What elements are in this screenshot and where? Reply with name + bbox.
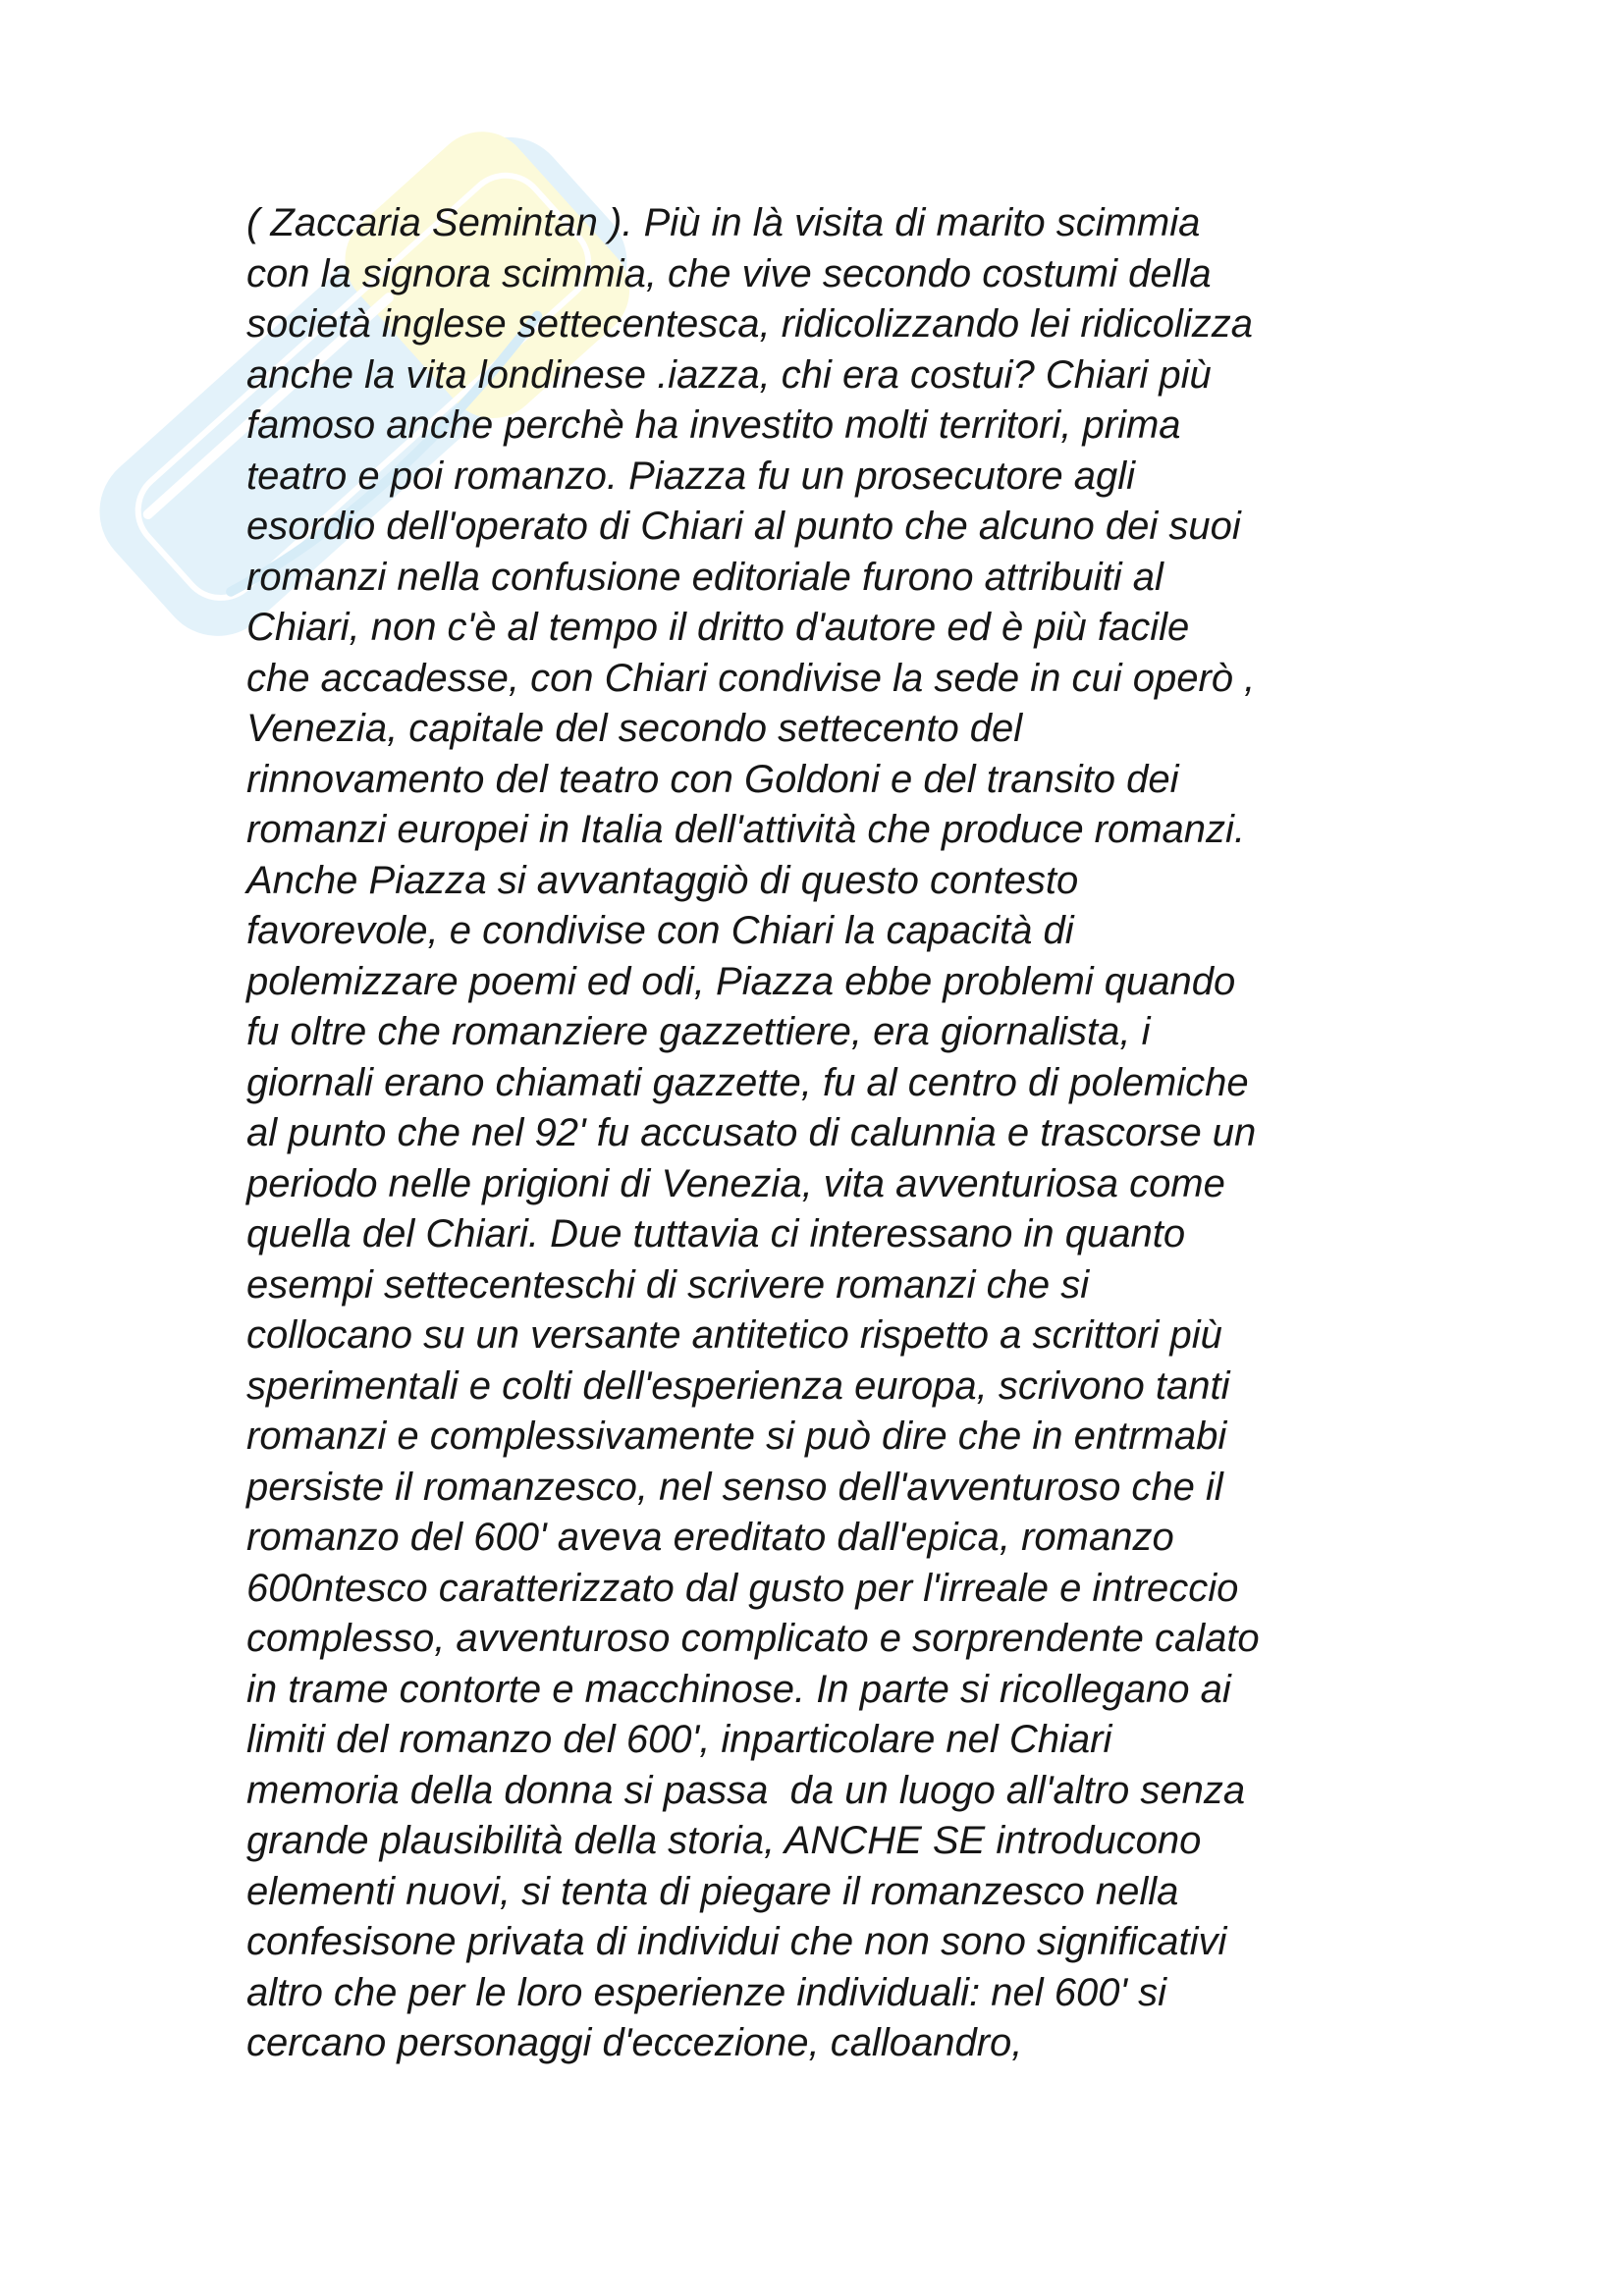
text-line: romanzi e complessivamente si può dire che in entrmabi [246, 1415, 1227, 1458]
text-line: rinnovamento del teatro con Goldoni e del transito dei [246, 757, 1179, 801]
text-line: grande plausibilità della storia, ANCHE SE introducono [246, 1819, 1202, 1862]
text-line: esempi settecenteschi di scrivere romanzi che si [246, 1262, 1090, 1307]
text-line: altro che per le loro esperienze individuali: nel 600' si [246, 1970, 1167, 2014]
text-line: 600ntesco caratterizzato dal gusto per l'irreale e intreccio [246, 1566, 1239, 1610]
text-line: al punto che nel 92' fu accusato di calunnia e trascorse un [246, 1111, 1257, 1154]
text-line: polemizzare poemi ed odi, Piazza ebbe problemi quando [246, 959, 1236, 1003]
text-line: teatro e poi romanzo. Piazza fu un prosecutore agli [246, 454, 1135, 498]
text-line: quella del Chiari. Due tuttavia ci interessano in quanto [246, 1212, 1186, 1255]
text-line: che accadesse, con Chiari condivise la sede in cui operò , [246, 656, 1256, 700]
text-line: persiste il romanzesco, nel senso dell'avventuroso che il [246, 1465, 1223, 1509]
text-line: Venezia, capitale del secondo settecento del [246, 707, 1023, 750]
text-line: Chiari, non c'è al tempo il dritto d'autore ed è più facile [246, 606, 1190, 649]
text-line: elementi nuovi, si tenta di piegare il romanzesco nella [246, 1869, 1179, 1913]
text-line: favorevole, e condivise con Chiari la capacità di [246, 909, 1074, 952]
text-line: sperimentali e colti dell'esperienza europa, scrivono tanti [246, 1363, 1230, 1408]
text-line: Anche Piazza si avvantaggiò di questo contesto [246, 858, 1079, 902]
text-line: memoria della donna si passa da un luogo all'altro senza [246, 1768, 1246, 1812]
text-line: giornali erano chiamati gazzette, fu al centro di polemiche [246, 1060, 1249, 1104]
text-line: con la signora scimmia, che vive secondo costumi della [246, 251, 1212, 295]
text-line: società inglese settecentesca, ridicolizzando lei ridicolizza [246, 302, 1253, 346]
text-line: famoso anche perchè ha investito molti territori, prima [246, 403, 1181, 447]
document-body-text [246, 198, 1454, 2069]
text-line: ( Zaccaria Semintan ). Più in là visita di marito scimmia [246, 201, 1201, 244]
text-line: romanzi nella confusione editoriale furono attribuiti al [246, 555, 1163, 599]
text-line: periodo nelle prigioni di Venezia, vita avventuriosa come [246, 1161, 1225, 1205]
text-line: fu oltre che romanziere gazzettiere, era giornalista, i [246, 1010, 1151, 1053]
text-line: anche la vita londinese .iazza, chi era costui? Chiari più [246, 352, 1212, 397]
text-line: in trame contorte e macchinose. In parte si ricollegano ai [246, 1667, 1231, 1711]
text-line: complesso, avventuroso complicato e sorprendente calato [246, 1617, 1260, 1660]
text-line: collocano su un versante antitetico rispetto a scrittori più [246, 1313, 1222, 1357]
text-line: romanzo del 600' aveva ereditato dall'epica, romanzo [246, 1516, 1174, 1559]
text-line: esordio dell'operato di Chiari al punto che alcuno dei suoi [246, 505, 1241, 548]
text-line: cercano personaggi d'eccezione, calloandro, [246, 2021, 1023, 2064]
text-line: confesisone privata di individui che non sono significativi [246, 1920, 1227, 1963]
text-line: limiti del romanzo del 600', inparticolare nel Chiari [246, 1718, 1112, 1761]
text-line: romanzi europei in Italia dell'attività che produce romanzi. [246, 808, 1246, 851]
